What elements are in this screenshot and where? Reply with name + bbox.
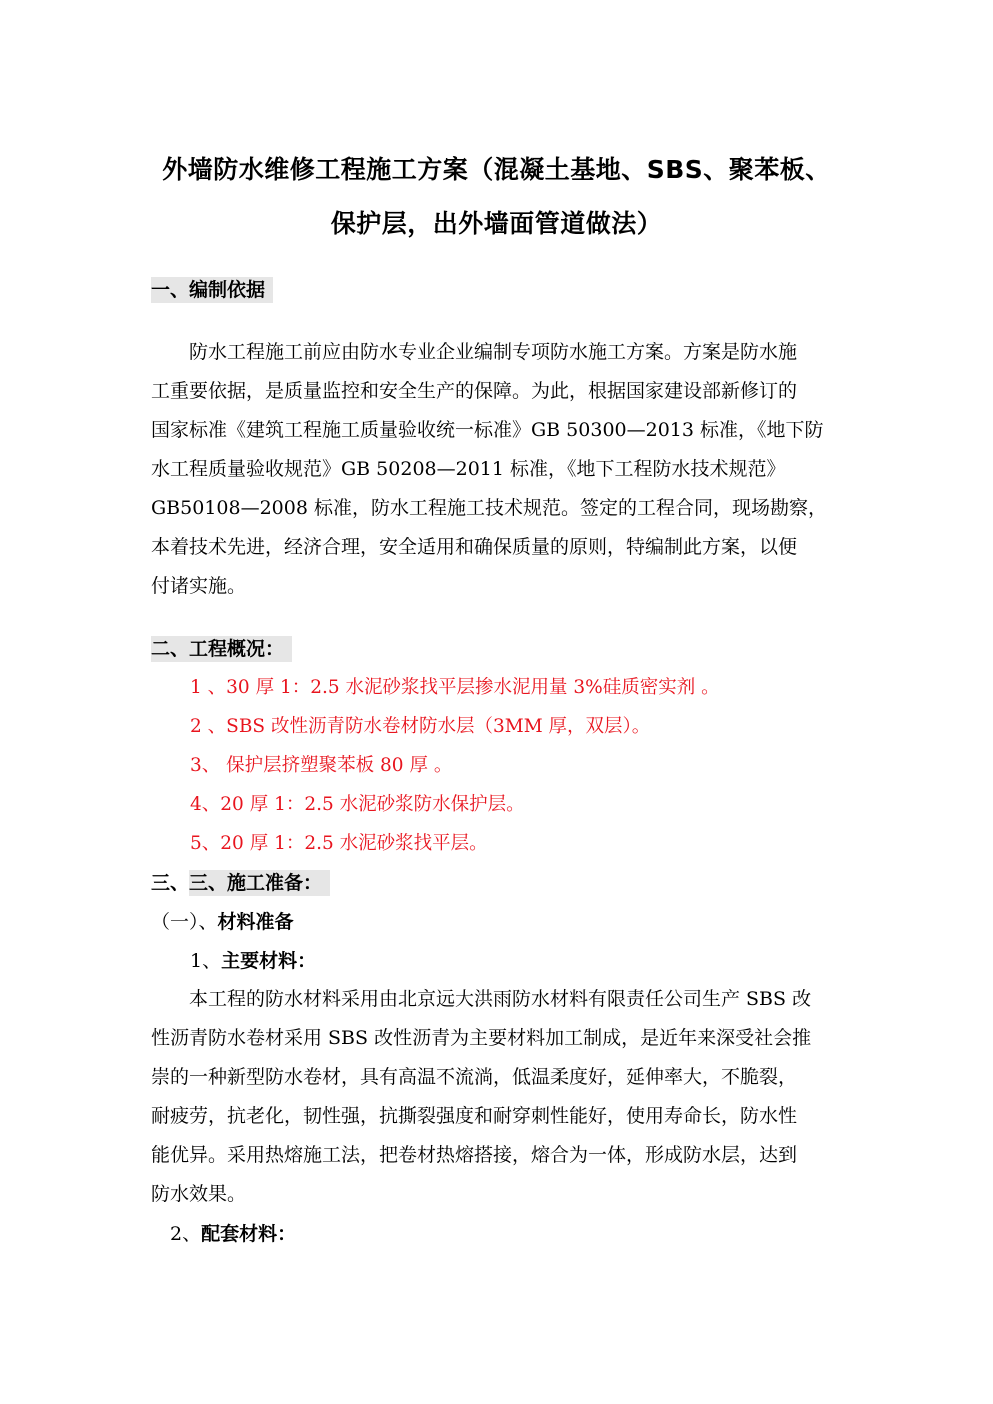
paragraph-line: 工重要依据，是质量监控和安全生产的保障。为此，根据国家建设部新修订的 — [151, 380, 798, 402]
section-1-heading-text: 一、编制依据 — [151, 277, 273, 303]
subsection-prefix: （一）、 — [151, 911, 218, 933]
subsection-prefix: 2、 — [170, 1223, 202, 1245]
document-title-line-1: 外墙防水维修工程施工方案（混凝土基地、SBS、聚苯板、 — [162, 155, 831, 184]
section-3-heading — [151, 871, 330, 895]
paragraph-line: GB50108—2008 标准，防水工程施工技术规范。签定的工程合同，现场勘察， — [151, 497, 827, 519]
subsection-main-materials — [190, 949, 316, 973]
paragraph-line: 能优异。采用热熔施工法，把卷材热熔搭接，熔合为一体，形成防水层，达到 — [151, 1144, 798, 1166]
section-2-heading-text: 二、工程概况： — [151, 636, 292, 662]
overview-item-1: 1 、30 厚 1：2.5 水泥砂浆找平层掺水泥用量 3%硅质密实剂 。 — [190, 677, 720, 698]
paragraph-line: 防水工程施工前应由防水专业企业编制专项防水施工方案。方案是防水施 — [151, 341, 798, 363]
paragraph-line: 崇的一种新型防水卷材，具有高温不流淌，低温柔度好，延伸率大，不脆裂， — [151, 1066, 798, 1088]
paragraph-line: 本工程的防水材料采用由北京远大洪雨防水材料有限责任公司生产 SBS 改 — [151, 988, 812, 1010]
section-3-heading-text: 三、施工准备： — [189, 870, 330, 896]
paragraph-line: 本着技术先进，经济合理，安全适用和确保质量的原则，特编制此方案，以便 — [151, 536, 798, 558]
overview-item-3: 3、 保护层挤塑聚苯板 80 厚 。 — [190, 755, 453, 776]
paragraph-line: 水工程质量验收规范》GB 50208—2011 标准，《地下工程防水技术规范》 — [151, 458, 786, 480]
section-3-paragraph — [151, 980, 841, 1214]
subsection-materials-prep — [151, 910, 294, 934]
section-1-heading — [151, 278, 273, 302]
subsection-prefix: 1、 — [190, 950, 222, 972]
section-2-heading — [151, 637, 292, 661]
subsection-label: 主要材料： — [221, 950, 317, 972]
paragraph-line: 防水效果。 — [151, 1183, 247, 1205]
paragraph-line: 性沥青防水卷材采用 SBS 改性沥青为主要材料加工制成，是近年来深受社会推 — [151, 1027, 812, 1049]
overview-item-5: 5、20 厚 1：2.5 水泥砂浆找平层。 — [190, 833, 488, 854]
subsection-supporting-materials — [170, 1222, 296, 1246]
overview-item-2: 2 、SBS 改性沥青防水卷材防水层（3MM 厚，双层）。 — [190, 716, 651, 737]
paragraph-line: 国家标准《建筑工程施工质量验收统一标准》GB 50300—2013 标准，《地下防 — [151, 419, 824, 441]
document-title-line-2: 保护层，出外墙面管道做法） — [330, 209, 663, 238]
section-1-paragraph — [151, 333, 841, 606]
subsection-label: 材料准备 — [217, 911, 294, 933]
section-3-heading-number: 三、 — [151, 872, 190, 894]
paragraph-line: 耐疲劳，抗老化，韧性强，抗撕裂强度和耐穿刺性能好，使用寿命长，防水性 — [151, 1105, 798, 1127]
subsection-label: 配套材料： — [201, 1223, 297, 1245]
overview-item-4: 4、20 厚 1：2.5 水泥砂浆防水保护层。 — [190, 794, 525, 815]
paragraph-line: 付诸实施。 — [151, 575, 247, 597]
